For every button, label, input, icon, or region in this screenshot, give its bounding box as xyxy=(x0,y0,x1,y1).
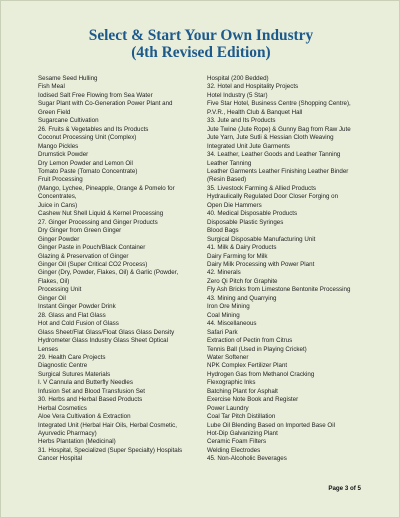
list-item: Fruit Processing xyxy=(38,176,83,184)
list-item: Diagnostic Centre xyxy=(38,362,88,370)
list-item: Instant Ginger Powder Drink xyxy=(38,303,116,311)
list-item: Fly Ash Bricks from Limestone Bentonite Processing xyxy=(207,286,351,294)
list-item: Zero Qi Pitch for Graphite xyxy=(207,277,278,285)
list-item: Surgical Disposable Manufacturing Unit xyxy=(207,235,316,243)
list-item: Water Softener xyxy=(207,353,249,361)
list-item: Glazing & Preservation of Ginger xyxy=(38,252,129,260)
list-item: Dairy Farming for Milk xyxy=(207,252,268,260)
list-item: Hydrogen Gas from Methanol Cracking xyxy=(207,370,315,378)
list-item: Exercise Note Book and Register xyxy=(207,396,299,404)
list-item: 43. Mining and Quarrying xyxy=(207,294,277,302)
list-item: Hot and Cold Fusion of Glass xyxy=(38,320,119,328)
list-item: 33. Jute and Its Products xyxy=(207,117,276,125)
list-item: Juice in Cans) xyxy=(38,201,78,209)
list-item: Drumstick Powder xyxy=(38,151,89,159)
list-item: Coal Tar Pitch Distillation xyxy=(207,413,276,421)
list-item: 31. Hospital, Specialized (Super Specialty) Hospitals xyxy=(38,446,183,454)
list-item: Tennis Ball (Used in Playing Cricket) xyxy=(207,345,307,353)
left-column xyxy=(38,75,199,464)
right-column xyxy=(207,75,368,464)
list-item: Sesame Seed Hulling xyxy=(38,75,98,82)
list-item: Concentrates, xyxy=(38,193,77,201)
list-item: Ayurvedic Pharmacy) xyxy=(38,430,97,438)
list-item: Fish Meal xyxy=(38,83,65,91)
list-item: Green Field xyxy=(38,108,71,116)
list-item: Glass Sheet/Flat Glass/Float Glass Glass Density xyxy=(38,328,175,336)
list-item: Disposable Plastic Syringes xyxy=(207,218,284,226)
list-item: Five Star Hotel, Business Centre (Shopping Centre), xyxy=(207,100,351,108)
list-item: Leather Garments Leather Finishing Leather Binder xyxy=(207,167,349,175)
list-item: 30. Herbs and Herbal Based Products xyxy=(38,396,143,404)
list-item: 29. Health Care Projects xyxy=(38,353,106,361)
list-item: Hospital (200 Bedded) xyxy=(207,75,269,82)
list-item: Mango Pickles xyxy=(38,142,79,150)
list-item: Coal Mining xyxy=(207,311,240,319)
list-item: Jute Twine (Jute Rope) & Gunny Bag from Raw Jute xyxy=(207,125,351,133)
list-item: I. V Cannula and Butterfly Needles xyxy=(38,379,133,387)
list-item: P.V.R., Health Club & Banquet Hall xyxy=(207,108,303,116)
list-item: Surgical Sutures Materials xyxy=(38,370,111,378)
list-item: 42. Minerals xyxy=(207,269,241,277)
list-item: 27. Ginger Processing and Ginger Products xyxy=(38,218,158,226)
list-item: Processing Unit xyxy=(38,286,82,294)
list-item: (Resin Based) xyxy=(207,176,247,184)
list-item: Tomato Paste (Tomato Concentrate) xyxy=(38,167,138,175)
list-item: Blood Bags xyxy=(207,227,239,235)
list-item: Sugar Plant with Co-Generation Power Plant and xyxy=(38,100,173,108)
list-item: Iron Ore Mining xyxy=(207,303,250,311)
list-item: Dairy Milk Processing with Power Plant xyxy=(207,260,315,268)
list-item: Jute Yarn, Jute Sutli & Hessian Cloth Weaving xyxy=(207,134,334,142)
list-item: 34. Leather, Leather Goods and Leather Tanning xyxy=(207,151,341,159)
list-item: Flexographic Inks xyxy=(207,379,256,387)
list-item: Iodised Salt Free Flowing from Sea Water xyxy=(38,91,153,99)
list-item: Ginger Oil (Super Critical CO2 Process) xyxy=(38,260,148,268)
list-item: Extraction of Pectin from Citrus xyxy=(207,337,293,345)
page-title xyxy=(1,27,400,61)
list-item: Power Laundry xyxy=(207,404,249,412)
list-item: Aloe Vera Cultivation & Extraction xyxy=(38,413,131,421)
list-item: Coconut Processing Unit (Complex) xyxy=(38,134,137,142)
list-item: Dry Lemon Powder and Lemon Oil xyxy=(38,159,133,167)
list-item: Sugarcane Cultivation xyxy=(38,117,99,125)
title-line-1: Select & Start Your Own Industry xyxy=(88,27,314,44)
list-item: 44. Miscellaneous xyxy=(207,320,257,328)
list-item: Ginger Paste in Pouch/Black Container xyxy=(38,244,146,252)
list-item: Infusion Set and Blood Transfusion Set xyxy=(38,387,145,395)
list-item: Ginger Powder xyxy=(38,235,80,243)
list-item: Integrated Unit (Herbal Hair Oils, Herbal Cosmetic, xyxy=(38,421,177,429)
list-item: 32. Hotel and Hospitality Projects xyxy=(207,83,299,91)
list-item: Flakes, Oil) xyxy=(38,277,70,285)
list-item: Safari Park xyxy=(207,328,238,336)
list-item: Lenses xyxy=(38,345,58,353)
page-number: Page 3 of 5 xyxy=(328,485,361,492)
list-item: Open Die Hammers xyxy=(207,201,262,209)
list-item: Leather Tanning xyxy=(207,159,252,167)
list-item: Hydraulically Regulated Door Closer Forging on xyxy=(207,193,339,201)
list-item: 45. Non-Alcoholic Beverages xyxy=(207,455,287,463)
list-item: Cancer Hospital xyxy=(38,455,83,463)
list-item: (Mango, Lychee, Pineapple, Orange & Pomelo for xyxy=(38,184,175,192)
list-item: Herbs Plantation (Medicinal) xyxy=(38,438,116,446)
list-item: 41. Milk & Dairy Products xyxy=(207,244,277,252)
list-item: Hydrometer Glass Industry Glass Sheet Optical xyxy=(38,337,168,345)
list-item: 26. Fruits & Vegetables and Its Products xyxy=(38,125,149,133)
list-item: Dry Ginger from Green Ginger xyxy=(38,227,122,235)
list-item: Hot-Dip Galvanizing Plant xyxy=(207,430,278,438)
list-item: Ceramic Foam Filters xyxy=(207,438,267,446)
list-item: Herbal Cosmetics xyxy=(38,404,87,412)
list-item: Batching Plant for Asphalt xyxy=(207,387,278,395)
list-item: Hotel Industry (5 Star) xyxy=(207,91,268,99)
list-item: 28. Glass and Flat Glass xyxy=(38,311,106,319)
list-item: Cashew Nut Shell Liquid & Kernel Processing xyxy=(38,210,164,218)
list-item: NPK Complex Fertilizer Plant xyxy=(207,362,288,370)
list-item: Lube Oil Blending Based on Imported Base Oil xyxy=(207,421,335,429)
list-item: Ginger (Dry, Powder, Flakes, Oil) & Garlic (Powder, xyxy=(38,269,179,277)
list-item: 40. Medical Disposable Products xyxy=(207,210,298,218)
title-line-2: (4th Revised Edition) xyxy=(131,44,271,61)
content-columns xyxy=(38,75,368,464)
list-item: Integrated Unit Jute Garments xyxy=(207,142,290,150)
list-item: 35. Livestock Farming & Allied Products xyxy=(207,184,317,192)
list-item: Ginger Oil xyxy=(38,294,66,302)
list-item: Welding Electrodes xyxy=(207,446,261,454)
